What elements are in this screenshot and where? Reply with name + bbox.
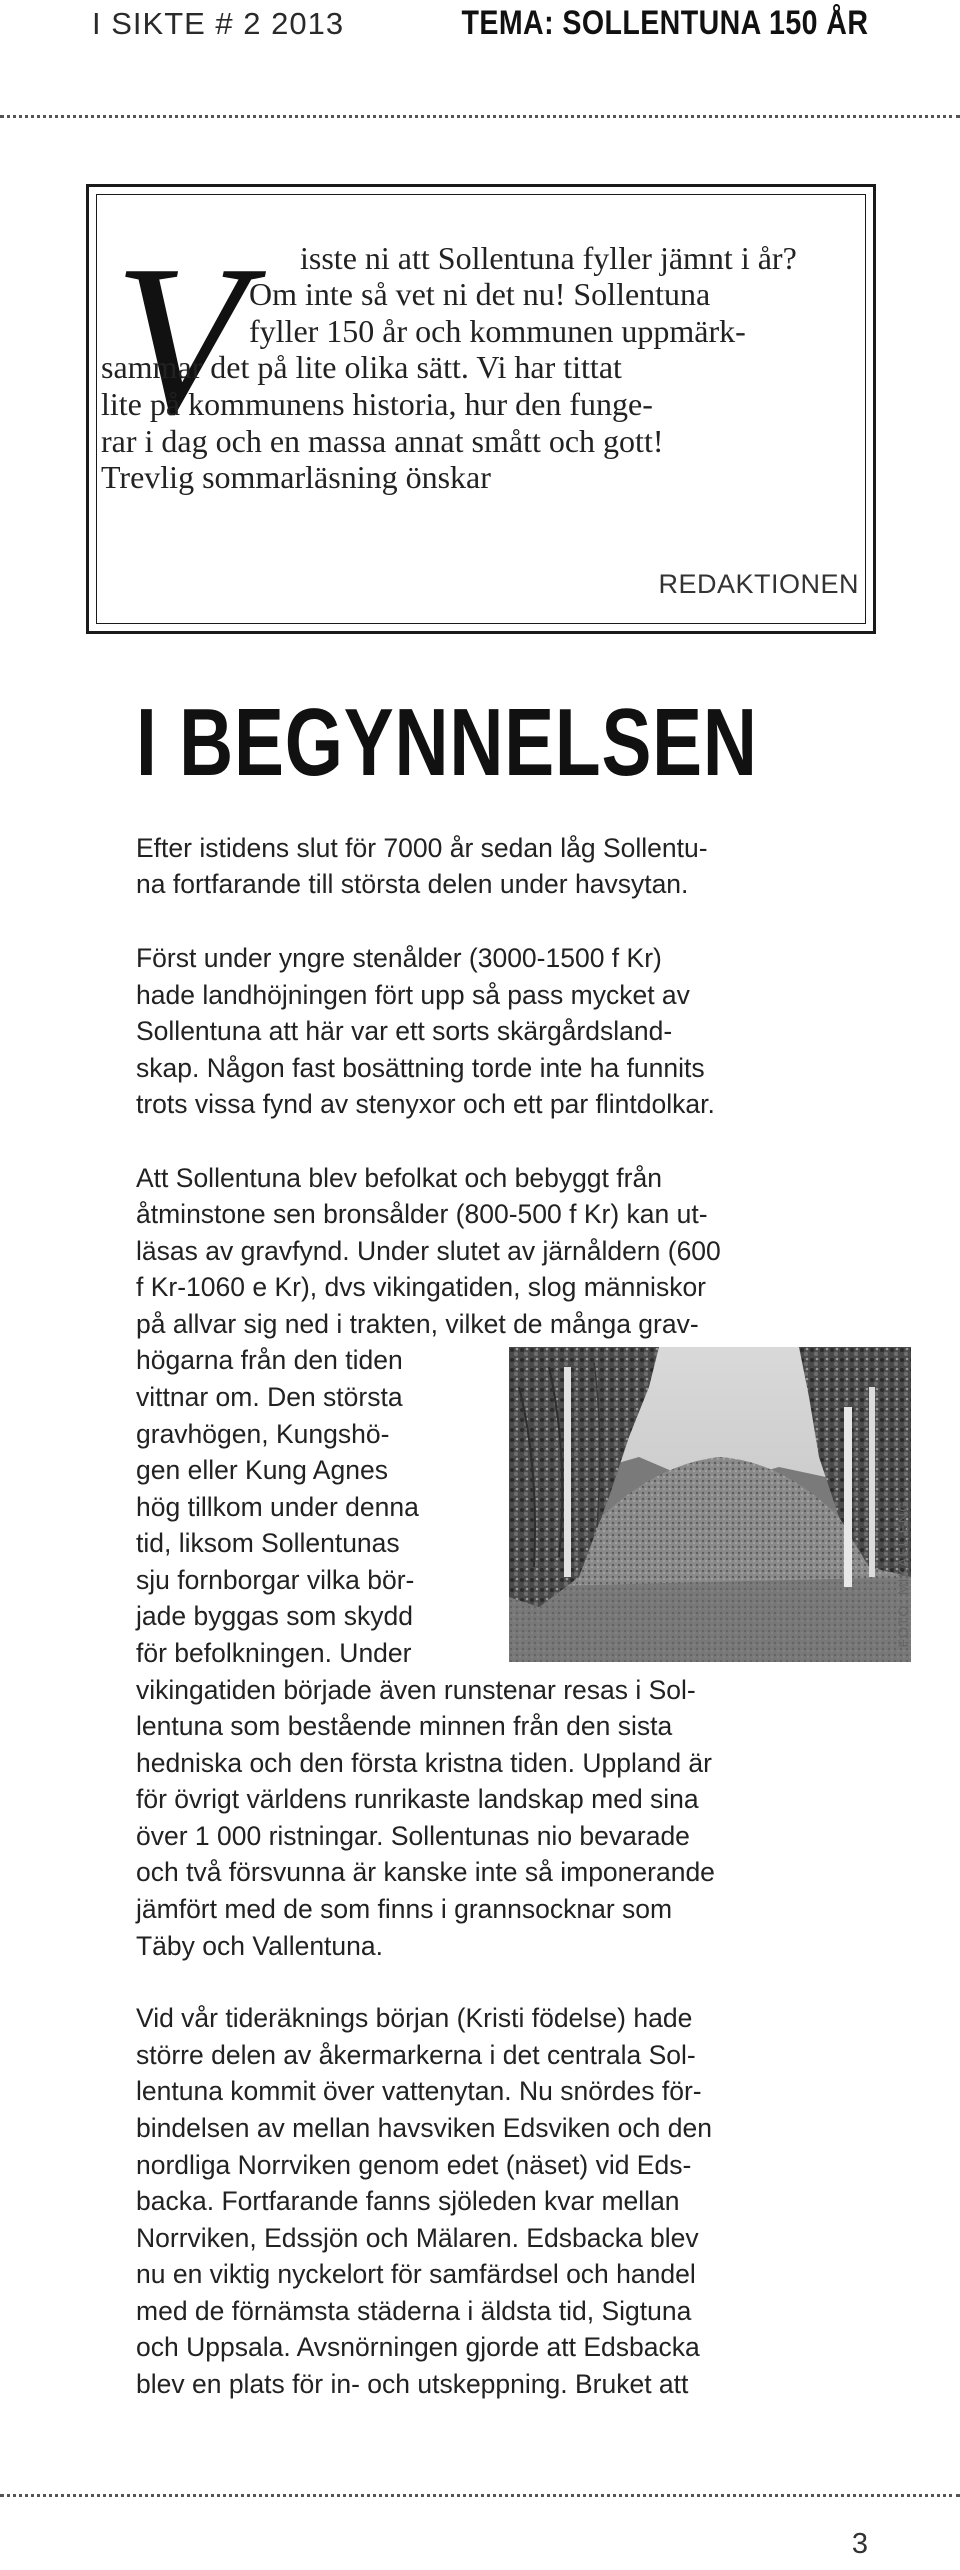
- body-line: på allvar sig ned i trakten, vilket de många grav-: [136, 1309, 699, 1339]
- body-line: över 1 000 ristningar. Sollentunas nio bevarade: [136, 1821, 690, 1851]
- body-line: Vid vår tideräknings början (Kristi födelse) hade: [136, 2003, 693, 2033]
- body-line: gravhögen, Kungshö-: [136, 1419, 390, 1449]
- photo-credit: FOTO: MIKAEL ENG: [895, 1500, 911, 1648]
- body-line: jämfört med de som finns i grannsocknar som: [136, 1894, 673, 1924]
- burial-mound-photo: [509, 1347, 911, 1662]
- body-line: hedniska och den första kristna tiden. Uppland är: [136, 1748, 712, 1778]
- body-line: bindelsen av mellan havsviken Edsviken och den: [136, 2113, 712, 2143]
- body-line: hade landhöjningen fört upp så pass mycket av: [136, 980, 690, 1010]
- intro-line: Om inte så vet ni det nu! Sollentuna: [249, 276, 711, 312]
- body-line: skap. Någon fast bosättning torde inte ha funnits: [136, 1053, 705, 1083]
- body-line: lentuna som bestående minnen från den sista: [136, 1711, 673, 1741]
- intro-line: isste ni att Sollentuna fyller jämnt i år?: [300, 240, 797, 276]
- body-line: sju fornborgar vilka bör-: [136, 1565, 415, 1595]
- body-line: och två försvunna är kanske inte så imponerande: [136, 1857, 715, 1887]
- page-header: [0, 0, 960, 90]
- body-line: åtminstone sen bronsålder (800-500 f Kr) kan ut-: [136, 1199, 708, 1229]
- body-line: för övrigt världens runrikaste landskap med sina: [136, 1784, 699, 1814]
- body-line: Norrviken, Edssjön och Mälaren. Edsbacka blev: [136, 2223, 699, 2253]
- body-line: vikingatiden började även runstenar resas i Sol-: [136, 1675, 696, 1705]
- page-number: 3: [851, 2528, 868, 2560]
- body-line: för befolkningen. Under: [136, 1638, 412, 1668]
- body-line: jade byggas som skydd: [136, 1601, 413, 1631]
- body-line: större delen av åkermarkerna i det centrala Sol-: [136, 2040, 696, 2070]
- body-line: lentuna kommit över vattenytan. Nu snördes för-: [136, 2076, 702, 2106]
- body-line: Först under yngre stenålder (3000-1500 f Kr): [136, 943, 662, 973]
- header-divider: [0, 115, 960, 118]
- intro-box: [86, 184, 876, 634]
- body-line: nordliga Norrviken genom edet (näset) vid Eds-: [136, 2150, 692, 2180]
- body-line: högarna från den tiden: [136, 1345, 403, 1375]
- issue-label: I SIKTE # 2 2013: [92, 6, 345, 41]
- body-line: Täby och Vallentuna.: [136, 1931, 384, 1961]
- footer-divider: [0, 2494, 960, 2497]
- body-line: na fortfarande till största delen under havsytan.: [136, 869, 689, 899]
- body-line: läsas av gravfynd. Under slutet av järnåldern (600: [136, 1236, 721, 1266]
- signature: REDAKTIONEN: [658, 569, 859, 599]
- intro-line: rar i dag och en massa annat smått och gott!: [101, 423, 664, 459]
- drop-cap: V: [114, 220, 246, 459]
- body-line: med de förnämsta städerna i äldsta tid, Sigtuna: [136, 2296, 692, 2326]
- theme-title: TEMA: SOLLENTUNA 150 ÅR: [461, 4, 868, 42]
- body-line: tid, liksom Sollentunas: [136, 1528, 400, 1558]
- body-line: hög tillkom under denna: [136, 1492, 419, 1522]
- body-line: Sollentuna att här var ett sorts skärgårdsland-: [136, 1016, 673, 1046]
- body-line: nu en viktig nyckelort för samfärdsel och handel: [136, 2259, 696, 2289]
- body-line: gen eller Kung Agnes: [136, 1455, 388, 1485]
- intro-line: lite på kommunens historia, hur den funge-: [101, 386, 653, 422]
- body-line: blev en plats för in- och utskeppning. Bruket att: [136, 2369, 689, 2399]
- intro-line: Trevlig sommarläsning önskar: [101, 459, 491, 495]
- body-line: Efter istidens slut för 7000 år sedan låg Sollentu-: [136, 833, 708, 863]
- body-line: vittnar om. Den största: [136, 1382, 403, 1412]
- body-line: och Uppsala. Avsnörningen gjorde att Edsbacka: [136, 2332, 700, 2362]
- intro-line: fyller 150 år och kommunen uppmärk-: [249, 313, 746, 349]
- intro-line: sammar det på lite olika sätt. Vi har tittat: [101, 349, 622, 385]
- body-line: trots vissa fynd av stenyxor och ett par flintdolkar.: [136, 1089, 715, 1119]
- body-line: Att Sollentuna blev befolkat och bebyggt från: [136, 1163, 662, 1193]
- section-title: I BEGYNNELSEN: [136, 689, 758, 796]
- body-line: f Kr-1060 e Kr), dvs vikingatiden, slog människor: [136, 1272, 707, 1302]
- body-line: backa. Fortfarande fanns sjöleden kvar mellan: [136, 2186, 680, 2216]
